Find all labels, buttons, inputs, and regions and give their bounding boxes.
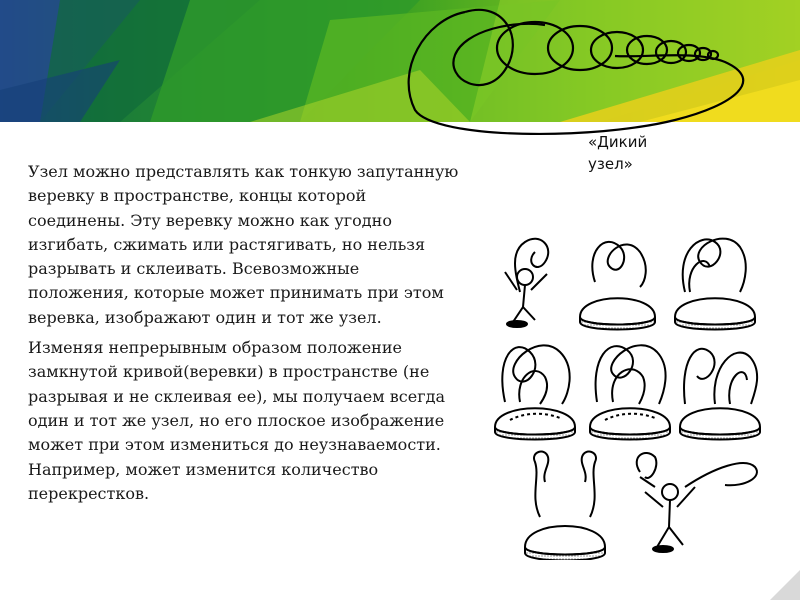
figure-ball-knot-2 — [675, 239, 755, 330]
page-curl-icon — [760, 560, 800, 600]
figure-ball-knot-5 — [680, 349, 760, 440]
figure-ball-knot-1 — [580, 242, 655, 330]
figure-person-with-knot — [505, 239, 548, 327]
paragraph-2: Изменяя непрерывным образом положение замкнутой кривой(веревки) в пространстве (не разрывая и не склеивая ее), мы получаем всегда один и тот же узел, но его плоское изображение может при этом измениться до неузнаваемости. Например, может изменится количество перекрестков. — [28, 338, 445, 503]
wild-knot-caption — [588, 131, 698, 175]
paragraph-1: Узел можно представлять как тонкую запутанную веревку в пространстве, концы которой соединены. Эту веревку можно как угодно изгибать, сжимать или растягивать, но нельзя разрывать и склеивать. Всевозможные положения, которые может принимать при этом веревка, изображают один и тот же узел. — [28, 162, 459, 327]
figure-ball-knot-3 — [495, 345, 575, 439]
caption-line-1: «Дикий — [588, 133, 648, 151]
figure-ball-unknot — [525, 452, 605, 560]
wild-knot-icon — [395, 0, 775, 140]
knot-deformation-sequence-drawing — [485, 212, 775, 560]
caption-line-2: узел» — [588, 155, 633, 173]
figure-person-holding-loop — [637, 453, 757, 552]
body-text — [28, 160, 460, 512]
knot-deformation-illustration — [485, 212, 775, 560]
figure-ball-knot-4 — [590, 345, 670, 439]
